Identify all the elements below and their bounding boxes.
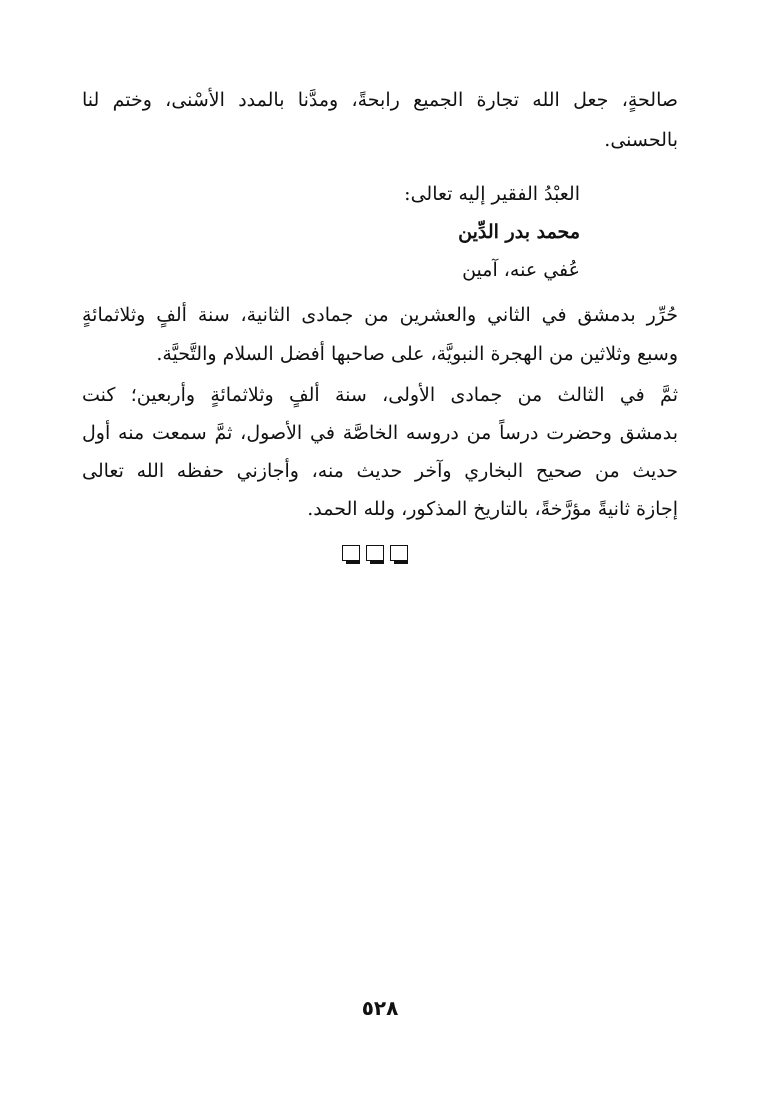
paragraph-2-line-1: حُرِّر بدمشق في الثاني والعشرين من جمادى الثانية، سنة ألفٍ وثلاثمائةٍ (82, 304, 678, 326)
paragraph-1-line-2: بالحسنى. (604, 129, 678, 151)
signature-name: محمد بدر الدِّين (458, 221, 580, 243)
paragraph-3-line-4: إجازة ثانيةً مؤرَّخةً، بالتاريخ المذكور، ولله الحمد. (307, 498, 678, 520)
paragraph-3-line-3: حديث من صحيح البخاري وآخر حديث منه، وأجازني حفظه الله تعالى (82, 460, 678, 482)
divider-box-icon (366, 545, 384, 561)
paragraph-3-line-1: ثمَّ في الثالث من جمادى الأولى، سنة ألفٍ وثلاثمائةٍ وأربعين؛ كنت (82, 384, 678, 406)
signature-closing: عُفي عنه، آمين (462, 259, 580, 281)
divider-box-icon (390, 545, 408, 561)
divider-box-icon (342, 545, 360, 561)
signature-title: العبْدُ الفقير إليه تعالى: (404, 183, 580, 205)
page-number: ٥٢٨ (361, 996, 399, 1020)
paragraph-3-line-2: بدمشق وحضرت درساً من دروسه الخاصَّة في الأصول، ثمَّ سمعت منه أول (82, 422, 678, 444)
paragraph-1-line-1: صالحةٍ، جعل الله تجارة الجميع رابحةً، ومدَّنا بالمدد الأسْنى، وختم لنا (82, 89, 678, 111)
section-divider-ornament (342, 545, 418, 567)
paragraph-2-line-2: وسبع وثلاثين من الهجرة النبويَّة، على صاحبها أفضل السلام والتَّحيَّة. (156, 343, 678, 365)
